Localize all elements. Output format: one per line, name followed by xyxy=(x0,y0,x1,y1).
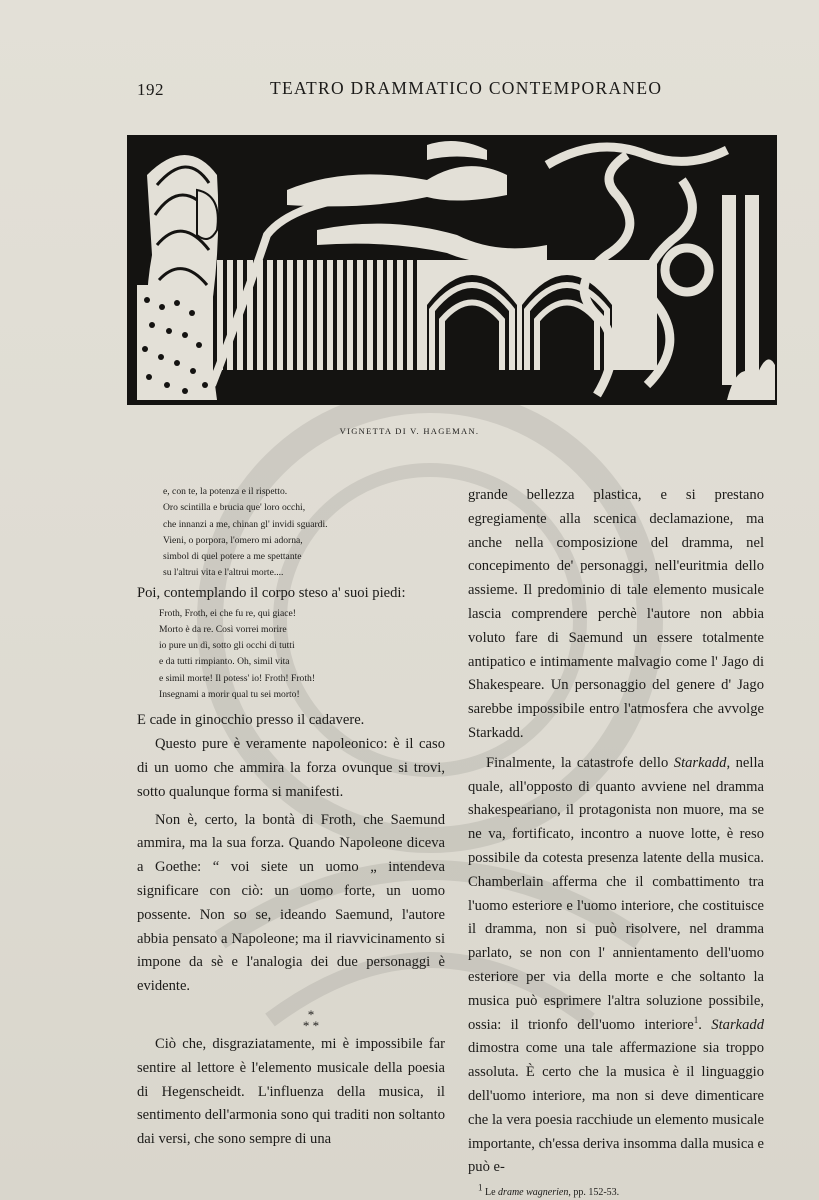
section-asterism xyxy=(177,999,445,1033)
paragraph: E cade in ginocchio presso il cadavere. xyxy=(137,712,365,729)
vignette-illustration xyxy=(127,135,777,405)
paragraph: Ciò che, disgraziatamente, mi è impossibile far sentire al lettore è l'elemento musicale della poesia di Hegenscheidt. L'influenza della musica, il sentimento dell'armonia sono qui traditi non soltanto dai versi, che sono sempre di una xyxy=(137,1035,445,1148)
footnote-text: , pp. 152-53. xyxy=(568,1187,620,1199)
running-title: TEATRO DRAMMATICO CONTEMPORANEO xyxy=(270,78,663,98)
footnote-ref: 1 xyxy=(693,1014,699,1025)
text-run: . xyxy=(698,1016,712,1033)
page-number: 192 xyxy=(137,80,164,99)
footnote xyxy=(468,1182,764,1200)
paragraph: Questo pure è veramente napoleonico: è il caso di un uomo che ammira la forza ovunque si trovi, sotto qualunque forma si manifesti. xyxy=(137,736,445,800)
footnote-title: drame wagnerien xyxy=(498,1187,569,1199)
prose-line: Poi, contemplando il corpo steso a' suoi piedi: xyxy=(137,584,406,601)
left-column xyxy=(137,484,445,1152)
title-italic: Starkadd xyxy=(673,754,727,771)
verse-line: che innanzi a me, chinan gl' invidi sguardi. xyxy=(163,518,328,530)
text-run: Finalmente, la catastrofe dello xyxy=(486,754,674,771)
figure-caption: VIGNETTA DI V. HAGEMAN. xyxy=(339,426,480,436)
verse-line: e simil morte! Il potess' io! Froth! Froth! xyxy=(159,672,316,684)
text-run: , nella quale, all'opposto di quanto avviene nel dramma shakespeariano, il protagonista non muore, ma se ne va, fortificato, incontro a nuove lotte, è reso possibile da cotesta presenza latente della musica. Chamberlain afferma che il combattimento tra l'uomo esteriore e l'uomo interiore, che costituisce il dramma, non si può risolvere, nel dramma parlato, se non con l' annientamento dell'uomo esteriore per via della morte e che soltanto la musica può esprimere l'altra soluzione possibile, ossia: il trionfo dell'uomo interiore xyxy=(468,754,764,1033)
footnote-text: Le xyxy=(482,1187,499,1199)
verse-block-1 xyxy=(137,484,445,582)
paragraph: grande bellezza plastica, e si prestano egregiamente alla scenica declamazione, ma anche nella composizione del dramma, nel concepimento de' personaggi, nell'euritmia dello assieme. Il predominio di tale elemento musicale lascia comprendere perchè l'autore non abbia voluto fare di Saemund un essere totalmente antipatico e intimamente malvagio come l' Jago di Shakespeare. Un personaggio del genere d' Jago sarebbe impossibile entro l'atmosfera che avvolge Starkadd. xyxy=(468,487,764,741)
asterism-top: * xyxy=(307,1006,315,1022)
verse-line: e da tutti rimpianto. Oh, simil vita xyxy=(159,656,290,668)
verse-line: Froth, Froth, ei che fu re, qui giace! xyxy=(159,607,296,619)
verse-line: Oro scintilla e brucia que' loro occhi, xyxy=(163,502,306,514)
paragraph: Non è, certo, la bontà di Froth, che Saemund ammira, ma la sua forza. Quando Napoleone diceva a Goethe: “ voi siete un uomo „ intendeva significare con ciò: un uomo forte, un uomo possente. Non so se, ideando Saemund, l'autore abbia pensato a Napoleone; ma il riavvicinamento si impone da sè e l'analogia dei due personaggi è evidente. xyxy=(137,811,445,995)
right-column xyxy=(468,484,764,1200)
footnote-number: 1 xyxy=(478,1182,483,1193)
verse-line: su l'altrui vita e l'altrui morte.... xyxy=(163,567,284,579)
title-italic: Starkadd xyxy=(711,1016,764,1033)
verse-line: Vieni, o porpora, l'omero mi adorna, xyxy=(163,534,303,546)
verse-line: Morto è da re. Così vorrei morire xyxy=(159,623,287,635)
running-header xyxy=(0,76,819,106)
verse-line: io pure un dì, sotto gli occhi di tutti xyxy=(159,640,295,652)
asterism-bottom: * * xyxy=(302,1017,320,1033)
verse-block-2 xyxy=(137,606,445,704)
verse-line: Insegnami a morir qual tu sei morto! xyxy=(159,689,300,701)
paragraph xyxy=(468,752,764,1180)
text-run: dimostra come una tale affermazione sia troppo assoluta. È certo che la musica è il linguaggio dell'uomo interiore, ma non si deve dimenticare che la vera poesia racchiude un elemento musicale importante, ch'essa deriva insomma dalla musica e può e- xyxy=(468,1040,764,1176)
verse-line: simbol di quel potere a me spettante xyxy=(163,551,302,563)
verse-line: e, con te, la potenza e il rispetto. xyxy=(163,486,288,497)
